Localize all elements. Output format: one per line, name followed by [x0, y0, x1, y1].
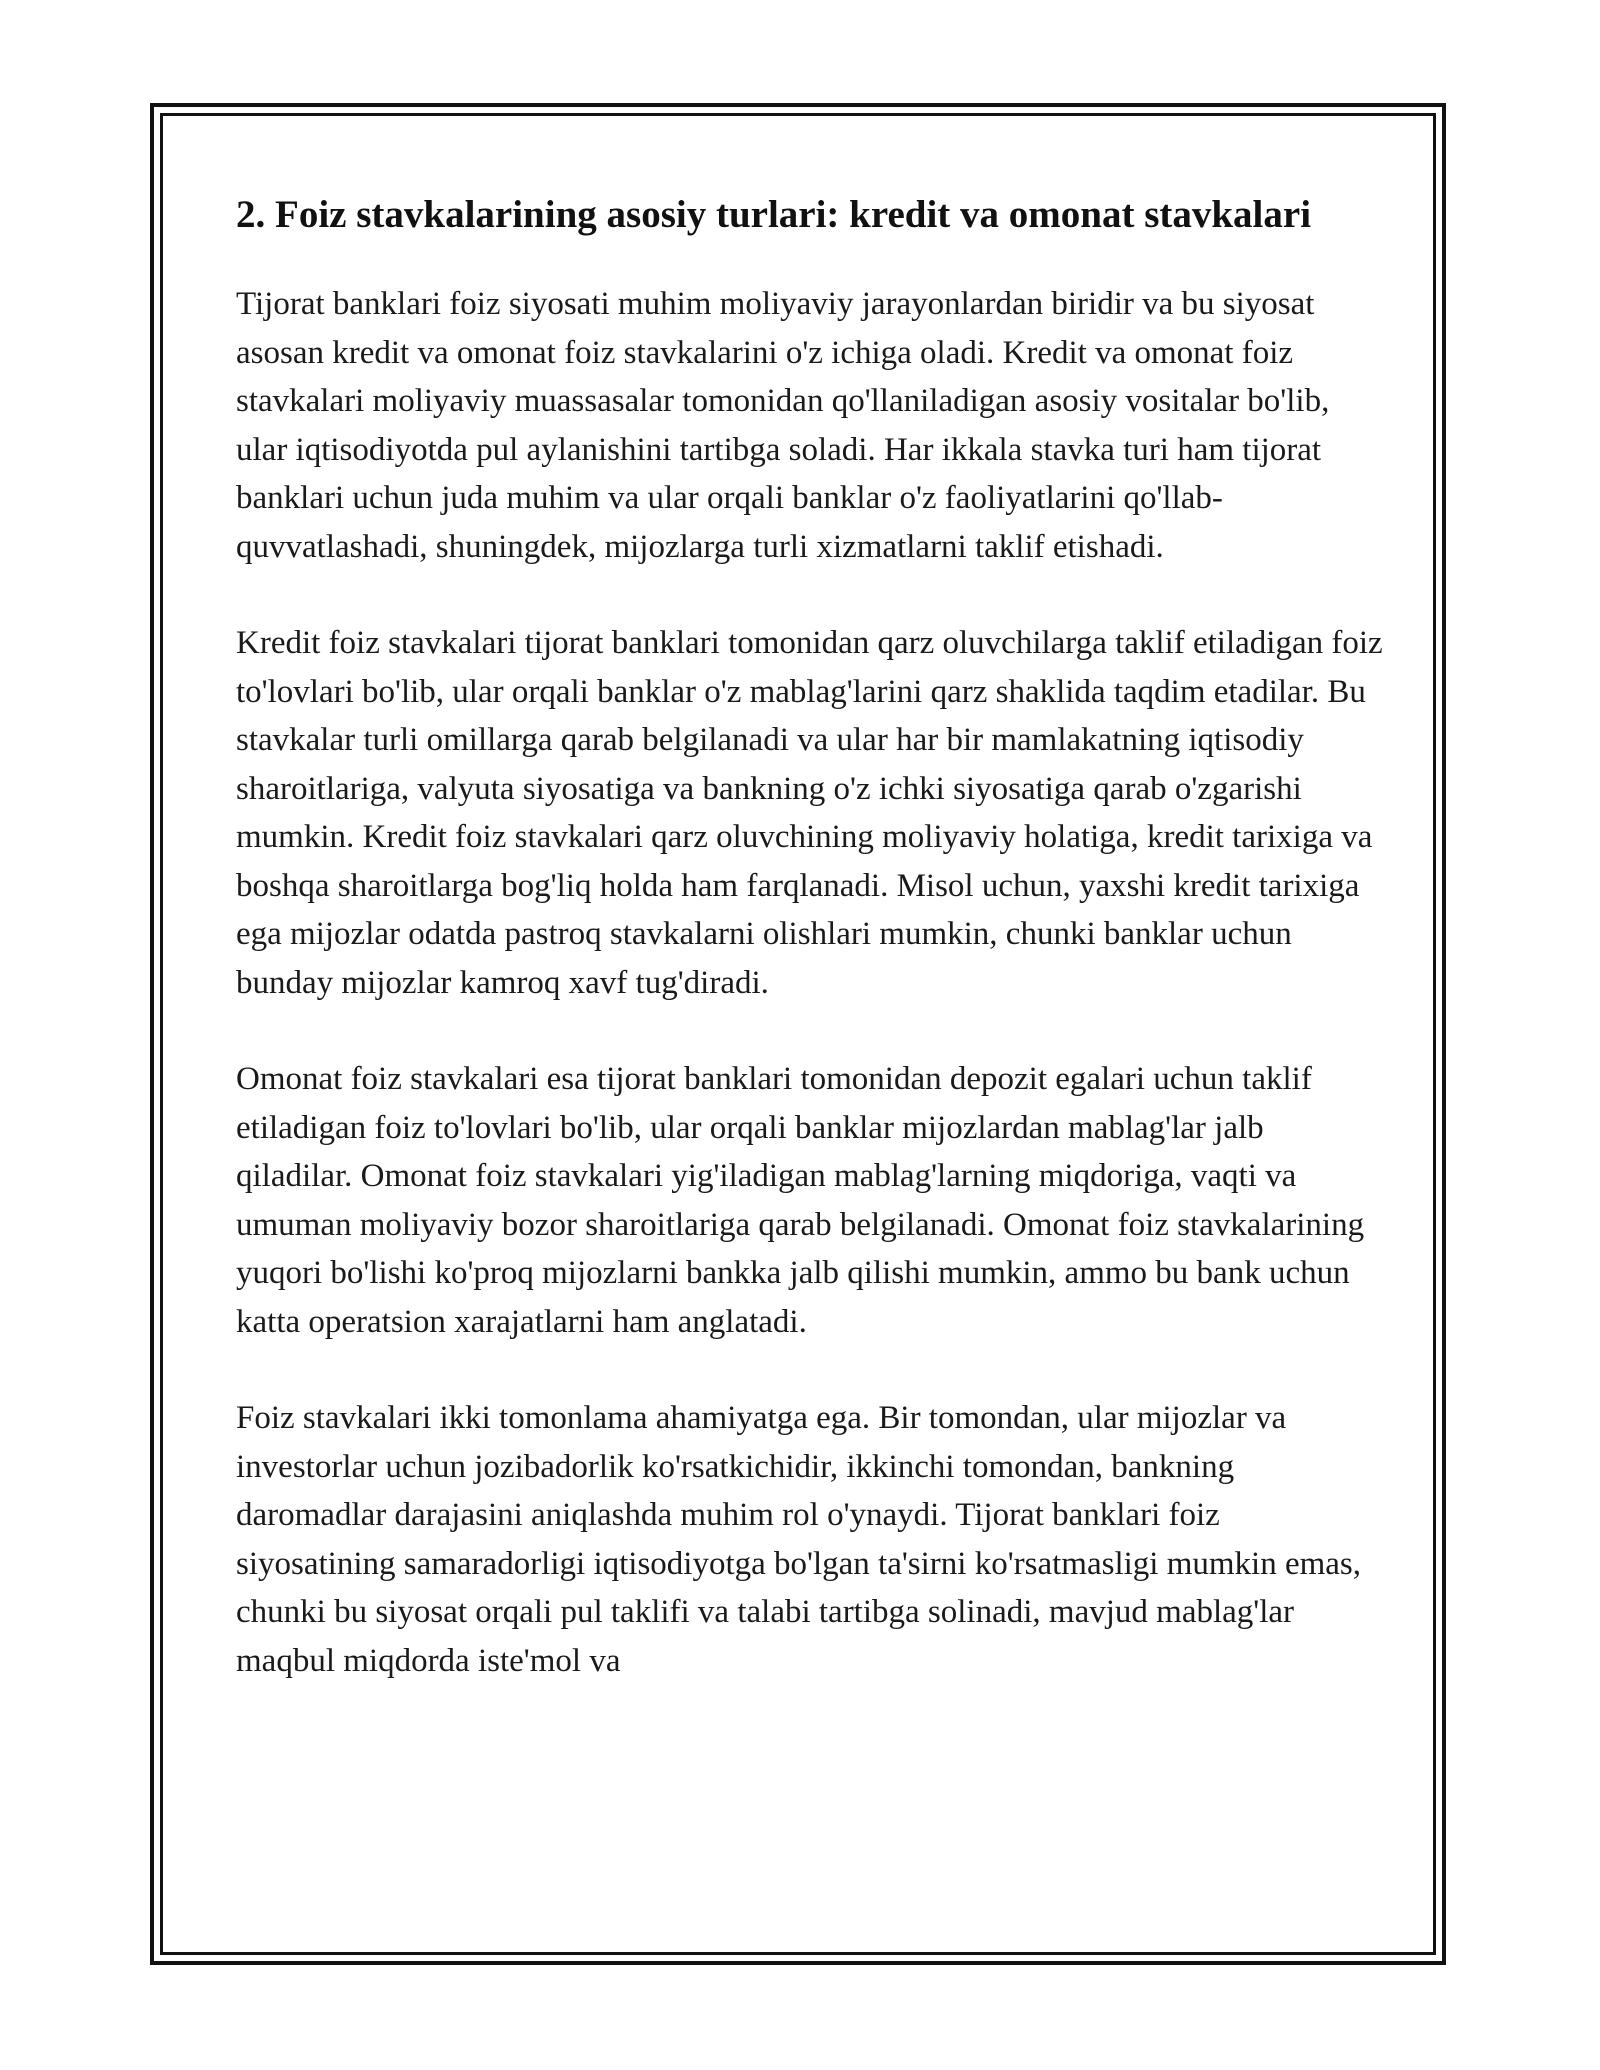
- paragraph-4: Foiz stavkalari ikki tomonlama ahamiyatga ega. Bir tomondan, ular mijozlar va investorlar uchun jozibadorlik ko'rsatkichidir, ikkinchi tomondan, bankning daromadlar darajasini aniqlashda muhim rol o'ynaydi. Tijorat banklari foiz siyosatining samaradorligi iqtisodiyotga bo'lgan ta'sirni ko'rsatmasligi mumkin emas, chunki bu siyosat orqali pul taklifi va talabi tartibga solinadi, mavjud mablag'lar maqbul miqdorda iste'mol va: [236, 1400, 1362, 1679]
- document-body: [236, 188, 1386, 1685]
- paragraph-1: Tijorat banklari foiz siyosati muhim moliyaviy jarayonlardan biridir va bu siyosat asosan kredit va omonat foiz stavkalarini o'z ichiga oladi. Kredit va omonat foiz stavkalari moliyaviy muassasalar tomonidan qo'llaniladigan asosiy vositalar bo'lib, ular iqtisodiyotda pul aylanishini tartibga soladi. Har ikkala stavka turi ham tijorat banklari uchun juda muhim va ular orqali banklar o'z faoliyatlarini qo'llab-quvvatlashadi, shuningdek, mijozlarga turli xizmatlarni taklif etishadi.: [236, 286, 1330, 565]
- section-heading: 2. Foiz stavkalarining asosiy turlari: kredit va omonat stavkalari: [236, 193, 1312, 236]
- paragraph-2: Kredit foiz stavkalari tijorat banklari tomonidan qarz oluvchilarga taklif etiladigan foiz to'lovlari bo'lib, ular orqali banklar o'z mablag'larini qarz shaklida taqdim etadilar. Bu stavkalar turli omillarga qarab belgilanadi va ular har bir mamlakatning iqtisodiy sharoitlariga, valyuta siyosatiga va bankning o'z ichki siyosatiga qarab o'zgarishi mumkin. Kredit foiz stavkalari qarz oluvchining moliyaviy holatiga, kredit tarixiga va boshqa sharoitlarga bog'liq holda ham farqlanadi. Misol uchun, yaxshi kredit tarixiga ega mijozlar odatda pastroq stavkalarni olishlari mumkin, chunki banklar uchun bunday mijozlar kamroq xavf tug'diradi.: [236, 625, 1383, 1001]
- paragraph-3: Omonat foiz stavkalari esa tijorat banklari tomonidan depozit egalari uchun taklif etiladigan foiz to'lovlari bo'lib, ular orqali banklar mijozlardan mablag'lar jalb qiladilar. Omonat foiz stavkalari yig'iladigan mablag'larning miqdoriga, vaqti va umuman moliyaviy bozor sharoitlariga qarab belgilanadi. Omonat foiz stavkalarining yuqori bo'lishi ko'proq mijozlarni bankka jalb qilishi mumkin, ammo bu bank uchun katta operatsion xarajatlarni ham anglatadi.: [236, 1061, 1365, 1340]
